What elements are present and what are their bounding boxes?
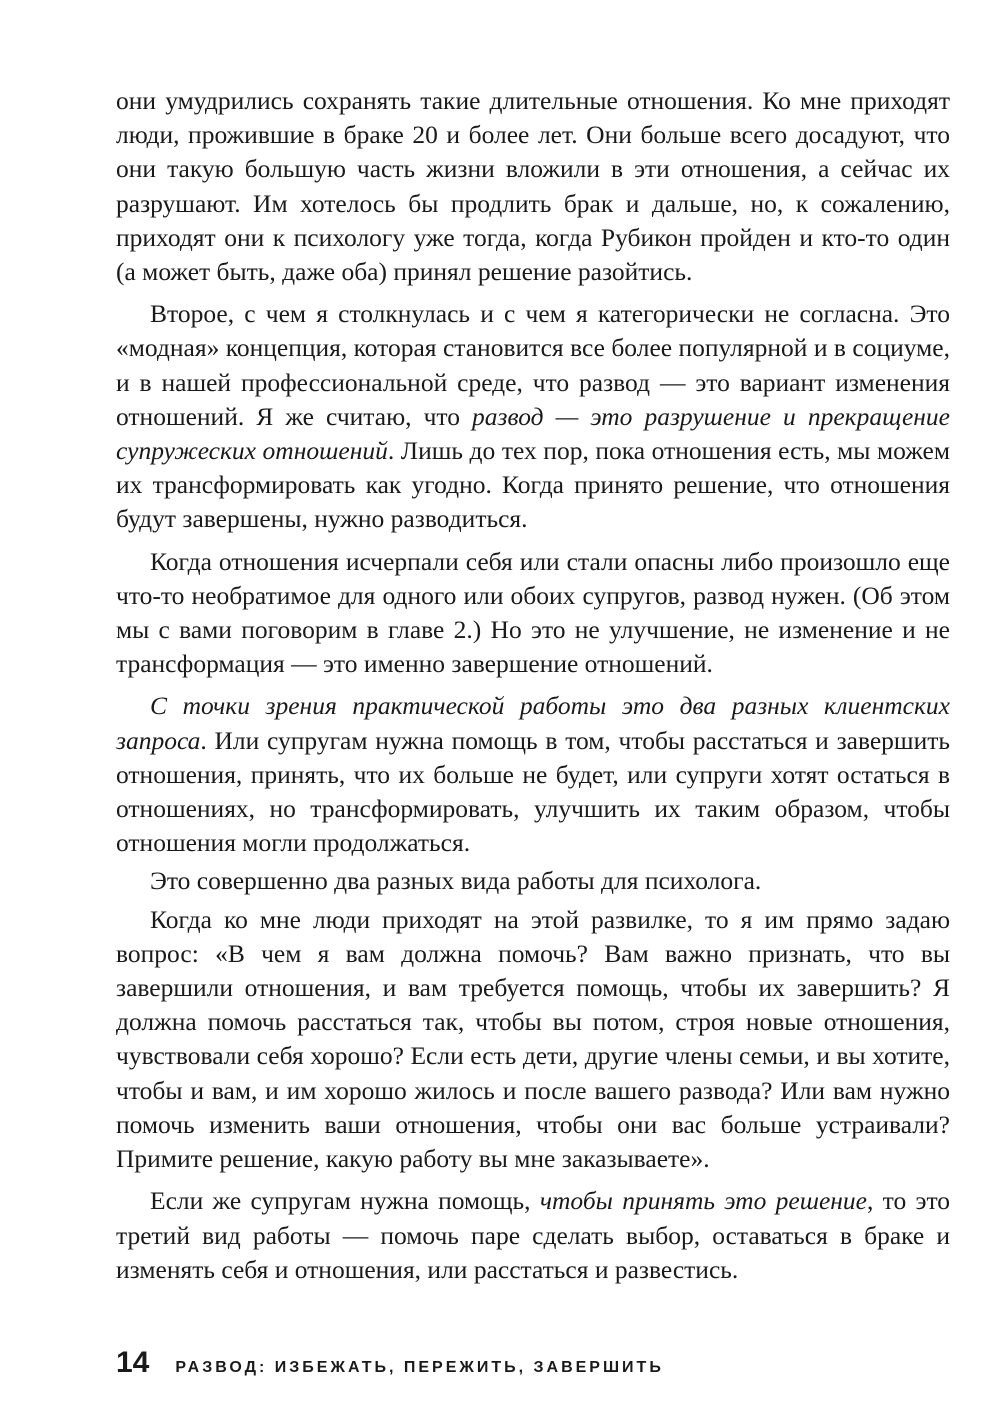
paragraph-2-emphasis: развод — это разрушение и прекращение супружеских отношений xyxy=(116,401,950,466)
page-number: 14 xyxy=(116,1346,150,1379)
paragraph-7 xyxy=(116,1184,950,1287)
paragraph-4 xyxy=(116,689,950,860)
paragraph-4-text-end: . Или супругам нужна помощь в том, чтобы расстаться и завершить отношения, принять, что их больше не будет, или супруги хотят остаться в отношениях, но трансформировать, улучшить их таким образом, чтобы отношения могли продолжаться. xyxy=(116,725,950,858)
paragraph-1-text: они умудрились сохранять такие длительные отношения. Ко мне приходят люди, прожившие в браке 20 и более лет. Они больше всего досадуют, что они такую большую часть жизни вложили в эти отношения, а сейчас их разрушают. Им хотелось бы продлить брак и дальше, но, к сожалению, приходят они к психологу уже тогда, когда Рубикон пройден и кто-то один (а может быть, даже оба) принял решение разойтись. xyxy=(116,86,950,287)
paragraph-6 xyxy=(116,903,950,1177)
paragraph-4-emphasis: С точки зрения практической работы это два разных клиентских запроса xyxy=(116,691,950,755)
paragraph-1 xyxy=(116,84,950,289)
paragraph-5 xyxy=(116,864,950,898)
paragraph-7-text-start: Если же супругам нужна помощь, xyxy=(150,1186,540,1216)
paragraph-7-emphasis: чтобы принять это решение xyxy=(539,1186,867,1216)
body-text xyxy=(116,84,950,1295)
paragraph-2-text-start: Второе, с чем я столкнулась и с чем я категорически не согласна. Это «модная» концепция, которая становится все более популярной и в социуме, и в нашей профессиональной среде, что развод — это вариант изменения отношений. Я же считаю, что xyxy=(116,299,950,431)
paragraph-6-text: Когда ко мне люди приходят на этой развилке, то я им прямо задаю вопрос: «В чем я вам должна помочь? Вам важно признать, что вы завершили отношения, и вам требуется помощь, чтобы их завершить? Я должна помочь расстаться так, чтобы вы потом, строя новые отношения, чувствовали себя хорошо? Если есть дети, другие члены семьи, и вы хотите, чтобы и вам, и им хорошо жилось и после вашего развода? Или вам нужно помочь изменить ваши отношения, чтобы они вас больше устраивали? Примите решение, какую работу вы мне заказываете». xyxy=(116,904,950,1174)
paragraph-2-text-end: . Лишь до тех пор, пока отношения есть, мы можем их трансформировать как угодно. Когда принято решение, что отношения будут завершены, нужно разводиться. xyxy=(116,436,950,534)
paragraph-2 xyxy=(116,297,950,536)
running-title: РАЗВОД: ИЗБЕЖАТЬ, ПЕРЕЖИТЬ, ЗАВЕРШИТЬ xyxy=(175,1359,664,1376)
page-footer xyxy=(116,1346,950,1386)
paragraph-5-text: Это совершенно два разных вида работы для психолога. xyxy=(150,866,762,896)
paragraph-3-text: Когда отношения исчерпали себя или стали опасны либо произошло еще что-то необратимое для одного или обоих супругов, развод нужен. (Об этом мы с вами поговорим в главе 2.) Но это не улучшение, не изменение и не трансформация — это именно завершение отношений. xyxy=(116,546,950,679)
paragraph-3 xyxy=(116,545,950,682)
paragraph-7-text-end: , то это третий вид работы — помочь паре сделать выбор, оставаться в браке и изменять себя и отношения, или расстаться и развестись. xyxy=(116,1186,951,1284)
